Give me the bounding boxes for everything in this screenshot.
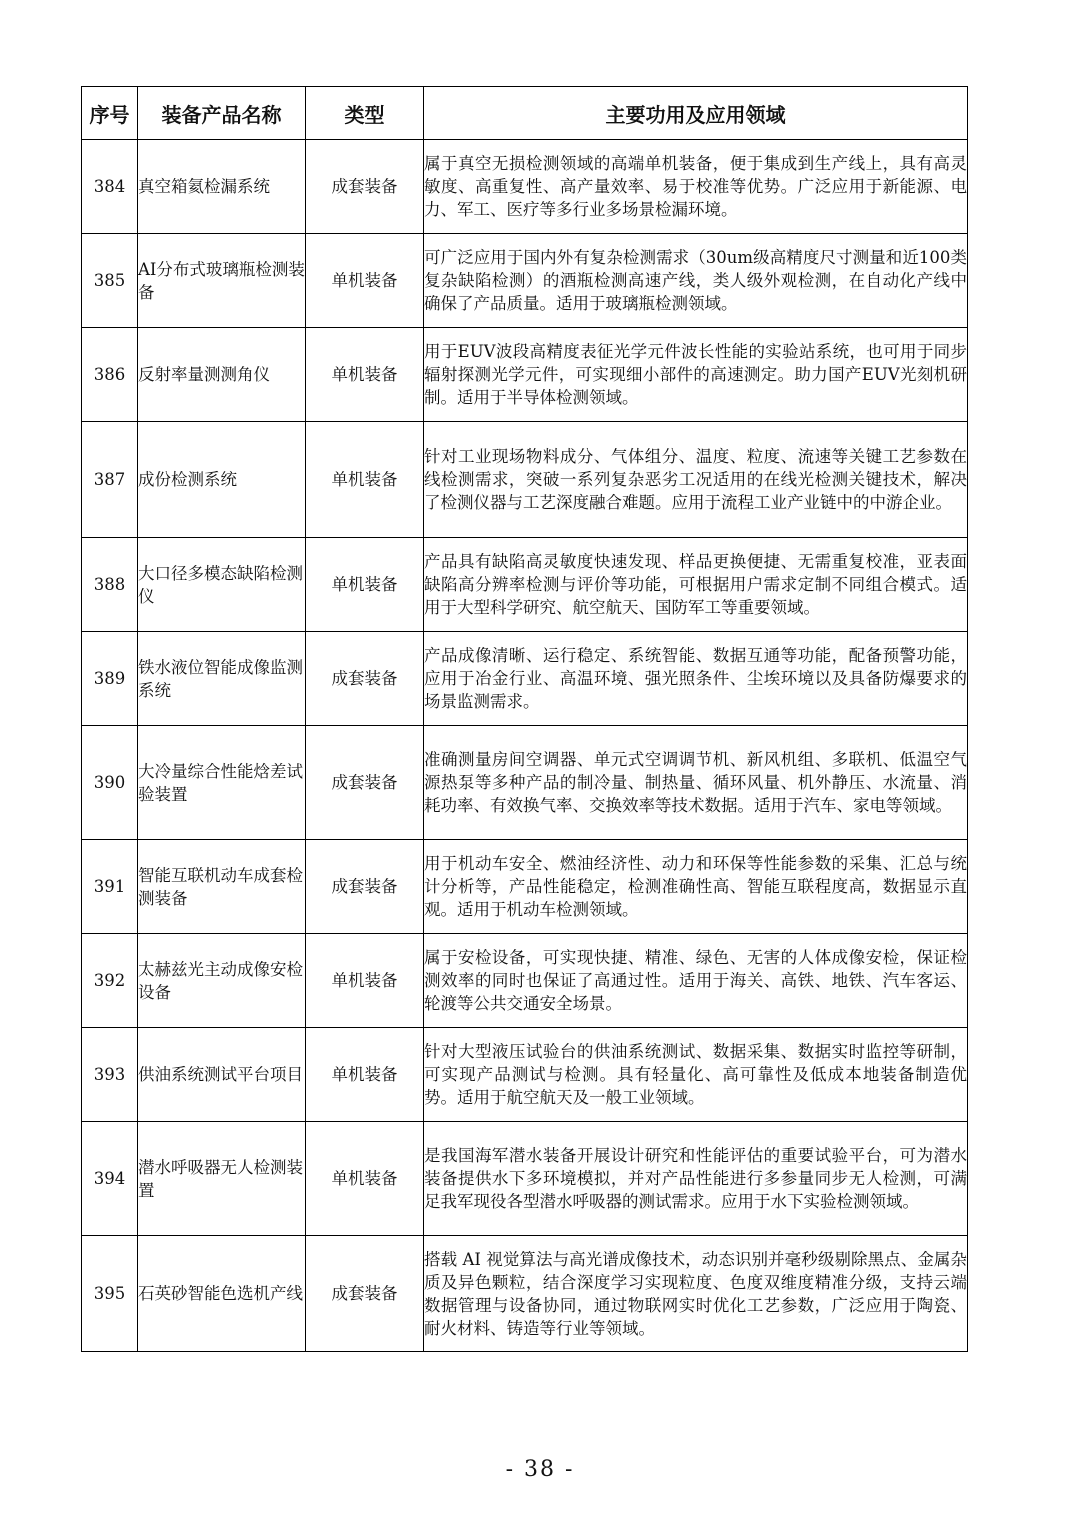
row-serial-no: 392 xyxy=(82,934,138,1028)
table-row xyxy=(82,1236,968,1352)
row-type: 成套装备 xyxy=(306,840,424,934)
row-description: 属于真空无损检测领域的高端单机装备，便于集成到生产线上，具有高灵敏度、高重复性、高产量效率、易于校准等优势。广泛应用于新能源、电力、军工、医疗等多行业多场景检漏环境。 xyxy=(424,140,968,234)
row-product-name: 大冷量综合性能焓差试验装置 xyxy=(138,726,306,840)
table-row xyxy=(82,726,968,840)
row-description: 产品成像清晰、运行稳定、系统智能、数据互通等功能，配备预警功能，应用于冶金行业、高温环境、强光照条件、尘埃环境以及具备防爆要求的场景监测需求。 xyxy=(424,632,968,726)
row-type: 成套装备 xyxy=(306,726,424,840)
row-description: 产品具有缺陷高灵敏度快速发现、样品更换便捷、无需重复校准，亚表面缺陷高分辨率检测与评价等功能，可根据用户需求定制不同组合模式。适用于大型科学研究、航空航天、国防军工等重要领域。 xyxy=(424,538,968,632)
row-type: 单机装备 xyxy=(306,934,424,1028)
row-description: 是我国海军潜水装备开展设计研究和性能评估的重要试验平台，可为潜水装备提供水下多环境模拟，并对产品性能进行多参量同步无人检测，可满足我军现役各型潜水呼吸器的测试需求。应用于水下实验检测领域。 xyxy=(424,1122,968,1236)
row-serial-no: 390 xyxy=(82,726,138,840)
row-product-name: 反射率量测测角仪 xyxy=(138,328,306,422)
row-product-name: 大口径多模态缺陷检测仪 xyxy=(138,538,306,632)
row-serial-no: 395 xyxy=(82,1236,138,1352)
row-serial-no: 384 xyxy=(82,140,138,234)
table-row xyxy=(82,1122,968,1236)
row-product-name: AI分布式玻璃瓶检测装备 xyxy=(138,234,306,328)
row-description: 属于安检设备，可实现快捷、精准、绿色、无害的人体成像安检，保证检测效率的同时也保证了高通过性。适用于海关、高铁、地铁、汽车客运、轮渡等公共交通安全场景。 xyxy=(424,934,968,1028)
row-description: 用于机动车安全、燃油经济性、动力和环保等性能参数的采集、汇总与统计分析等，产品性能稳定，检测准确性高、智能互联程度高，数据显示直观。适用于机动车检测领域。 xyxy=(424,840,968,934)
row-product-name: 供油系统测试平台项目 xyxy=(138,1028,306,1122)
table-header-row xyxy=(82,87,968,140)
row-product-name: 成份检测系统 xyxy=(138,422,306,538)
row-product-name: 石英砂智能色选机产线 xyxy=(138,1236,306,1352)
row-type: 单机装备 xyxy=(306,328,424,422)
row-type: 单机装备 xyxy=(306,1122,424,1236)
row-description: 准确测量房间空调器、单元式空调调节机、新风机组、多联机、低温空气源热泵等多种产品的制冷量、制热量、循环风量、机外静压、水流量、消耗功率、有效换气率、交换效率等技术数据。适用于汽车、家电等领域。 xyxy=(424,726,968,840)
row-type: 单机装备 xyxy=(306,538,424,632)
table-row xyxy=(82,840,968,934)
table-row xyxy=(82,632,968,726)
row-serial-no: 393 xyxy=(82,1028,138,1122)
row-type: 成套装备 xyxy=(306,632,424,726)
header-serial-no: 序号 xyxy=(82,87,138,140)
row-type: 成套装备 xyxy=(306,1236,424,1352)
header-function-application: 主要功用及应用领域 xyxy=(424,87,968,140)
row-type: 成套装备 xyxy=(306,140,424,234)
row-description: 针对大型液压试验台的供油系统测试、数据采集、数据实时监控等研制，可实现产品测试与检测。具有轻量化、高可靠性及低成本地装备制造优势。适用于航空航天及一般工业领域。 xyxy=(424,1028,968,1122)
header-product-name: 装备产品名称 xyxy=(138,87,306,140)
table-row xyxy=(82,538,968,632)
row-type: 单机装备 xyxy=(306,234,424,328)
row-type: 单机装备 xyxy=(306,1028,424,1122)
page-number: - 38 - xyxy=(505,1457,575,1482)
row-serial-no: 391 xyxy=(82,840,138,934)
row-description: 用于EUV波段高精度表征光学元件波长性能的实验站系统，也可用于同步辐射探测光学元件，可实现细小部件的高速测定。助力国产EUV光刻机研制。适用于半导体检测领域。 xyxy=(424,328,968,422)
table-row xyxy=(82,1028,968,1122)
table-row xyxy=(82,328,968,422)
row-product-name: 潜水呼吸器无人检测装置 xyxy=(138,1122,306,1236)
row-description: 搭载 AI 视觉算法与高光谱成像技术，动态识别并毫秒级剔除黑点、金属杂质及异色颗粒，结合深度学习实现粒度、色度双维度精准分级，支持云端数据管理与设备协同，通过物联网实时优化工艺参数，广泛应用于陶瓷、耐火材料、铸造等行业等领域。 xyxy=(424,1236,968,1352)
row-serial-no: 389 xyxy=(82,632,138,726)
row-description: 可广泛应用于国内外有复杂检测需求（30um级高精度尺寸测量和近100类复杂缺陷检测）的酒瓶检测高速产线，类人级外观检测，在自动化产线中确保了产品质量。适用于玻璃瓶检测领域。 xyxy=(424,234,968,328)
row-product-name: 太赫兹光主动成像安检设备 xyxy=(138,934,306,1028)
row-description: 针对工业现场物料成分、气体组分、温度、粒度、流速等关键工艺参数在线检测需求，突破一系列复杂恶劣工况适用的在线光检测关键技术，解决了检测仪器与工艺深度融合难题。应用于流程工业产业链中的中游企业。 xyxy=(424,422,968,538)
equipment-table xyxy=(81,86,968,1352)
table-row xyxy=(82,934,968,1028)
table-row xyxy=(82,140,968,234)
row-serial-no: 387 xyxy=(82,422,138,538)
row-product-name: 智能互联机动车成套检测装备 xyxy=(138,840,306,934)
row-serial-no: 388 xyxy=(82,538,138,632)
row-product-name: 真空箱氦检漏系统 xyxy=(138,140,306,234)
row-serial-no: 385 xyxy=(82,234,138,328)
table-body xyxy=(82,140,968,1352)
row-type: 单机装备 xyxy=(306,422,424,538)
header-type: 类型 xyxy=(306,87,424,140)
table-row xyxy=(82,422,968,538)
row-product-name: 铁水液位智能成像监测系统 xyxy=(138,632,306,726)
row-serial-no: 386 xyxy=(82,328,138,422)
table-row xyxy=(82,234,968,328)
row-serial-no: 394 xyxy=(82,1122,138,1236)
